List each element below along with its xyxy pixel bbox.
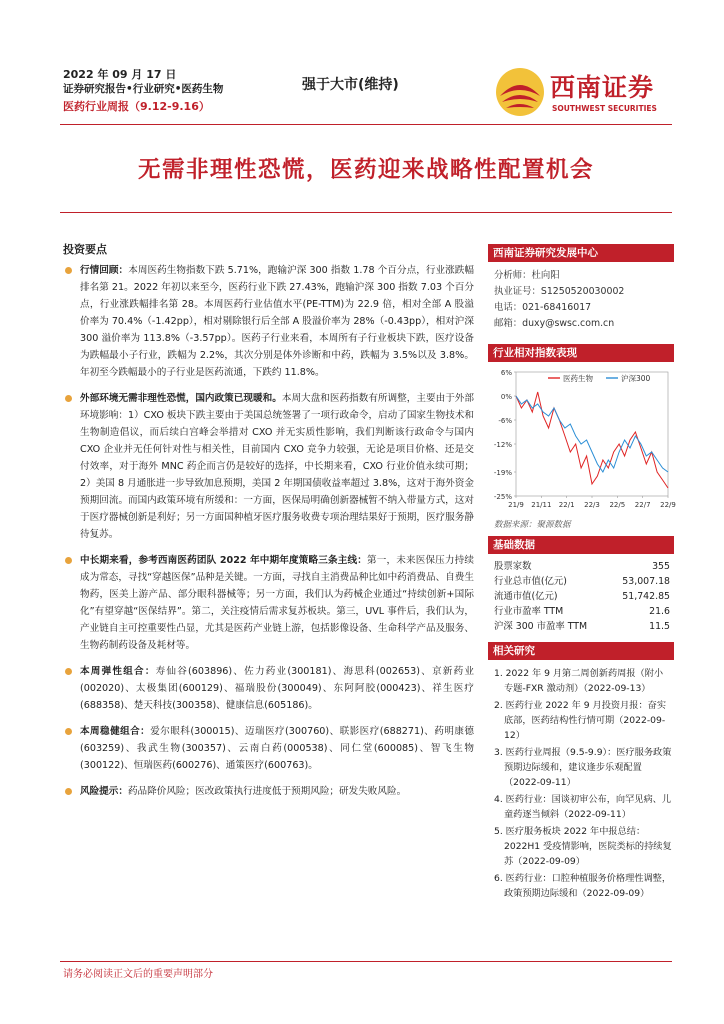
paragraph-text: 爱尔眼科(300015)、迈瑞医疗(300760)、联影医疗(688271)、药明康德(603259)、我武生物(300357)、云南白药(000538)、同仁堂(600085)、智飞生物(300122)、恒瑞医药(600276)、通策医疗(600763)。 — [80, 726, 475, 771]
page-title: 无需非理性恐慌，医药迎来战略性配置机会 — [137, 157, 594, 183]
divider-mid — [60, 212, 672, 213]
x-tick-label: 22/9 — [660, 501, 676, 509]
related-item[interactable]: 1. 2022 年 9 月第二周创新药周报（附小专题-FXR 激动剂）（2022-09-13） — [494, 668, 664, 694]
basic-key: 行业总市值(亿元) — [494, 576, 567, 587]
paragraph-text: 本周大盘和医药指数有所调整，主要由于外部环境影响：1）CXO 板块下跌主要由于美国总统签署了一项行政命令，启动了国家生物技术和生物制造倡议，而后续白宫峰会举措对 CXO 并无实质性影响，我们判断该行政命令与国内 CXO 企业并无任何针对性与相关性，目前国内 CXO 竞争力较强，无论是项目价格、还是交付效率，对于海外 MNC 药企而言仍是较好的选择，中长期来看，CXO 行业价值永续可期；2）美国 8 月通胀进一步导致加息预期，美国 2 年期国债收益率超过 3.8%，这对于海外资金预期回流。而国内政策环境有所缓和：一方面，医保局明确创新器械暂不纳入带量方式，这对于医疗器械创新是利好；另一方面国种植牙医疗服务收费专项治理结果好于预期，医疗服务静待复苏。 — [80, 393, 475, 540]
bullet-icon — [65, 557, 72, 564]
footer-disclaimer: 请务必阅读正文后的重要声明部分 — [63, 969, 213, 980]
paragraph-lead: 外部环境无需非理性恐慌，国内政策已现暖和。 — [80, 393, 282, 404]
chart-source: 数据来源：聚源数据 — [494, 520, 571, 530]
sidebar — [488, 244, 674, 903]
basic-key: 流通市值(亿元) — [494, 591, 558, 602]
y-tick-label: 6% — [500, 369, 512, 377]
legend-label: 医药生物 — [563, 374, 593, 383]
basic-key: 沪深 300 市盈率 TTM — [494, 621, 588, 632]
paragraph-text: 寿仙谷(603896)、佐力药业(300181)、海思科(002653)、京新药业(002020)、太极集团(600129)、福瑞股份(300049)、东阿阿胶(000423)、祥生医疗(688358)、楚天科技(300358)、健康信息(605186)。 — [80, 666, 475, 711]
x-tick-label: 22/5 — [609, 501, 626, 509]
legend-label: 沪深300 — [621, 374, 651, 383]
related-item[interactable]: 2. 医药行业 2022 年 9 月投资月报：奋实底部，医药结构性行情可期（2022-09-12） — [494, 700, 667, 741]
paragraph-lead: 行情回顾： — [80, 265, 129, 276]
y-tick-label: -25% — [493, 493, 512, 501]
bullet-icon — [65, 728, 72, 735]
paragraph-strategy — [63, 552, 474, 654]
x-tick-label: 22/3 — [584, 501, 600, 509]
basic-row — [488, 589, 674, 604]
basic-row — [488, 559, 674, 574]
related-item[interactable]: 3. 医药行业周报（9.5-9.9）：医疗服务政策预期边际缓和，建议逢步乐观配置（2022-09-11） — [494, 747, 672, 788]
weekly-title: 医药行业周报（9.12-9.16） — [63, 100, 210, 113]
report-type: 证券研究报告•行业研究•医药生物 — [63, 83, 224, 95]
analyst-name: 分析师：杜向阳 — [494, 270, 560, 281]
chart-header: 行业相对指数表现 — [488, 344, 674, 362]
basic-value: 53,007.18 — [622, 576, 670, 587]
bullet-icon — [65, 668, 72, 675]
basic-value: 51,742.85 — [622, 591, 670, 602]
paragraph-market-review — [63, 262, 474, 381]
rating: 强于大市(维持) — [302, 77, 399, 93]
section-heading: 投资要点 — [63, 243, 107, 256]
paragraph-lead: 中长期来看，参考西南医药团队 2022 年中期年度策略三条主线： — [80, 555, 367, 566]
relative-index-chart — [488, 362, 674, 516]
main-content — [63, 262, 474, 809]
basic-value: 355 — [652, 561, 670, 572]
bullet-icon — [65, 788, 72, 795]
related-item[interactable]: 6. 医药行业：口腔种植服务价格理性调整，政策预期边际缓和（2022-09-09） — [494, 873, 672, 899]
related-item[interactable]: 4. 医药行业：国谈初审公布，向罕见病、儿童药逐当倾斜（2022-09-11） — [494, 794, 672, 820]
paragraph-lead: 本周弹性组合： — [80, 666, 156, 677]
company-logo — [494, 66, 674, 118]
x-tick-label: 21/9 — [508, 501, 524, 509]
basic-row — [488, 574, 674, 589]
related-research-list — [488, 660, 674, 901]
x-tick-label: 22/1 — [558, 501, 575, 509]
x-tick-label: 21/11 — [531, 501, 552, 509]
analyst-phone: 电话：021-68416017 — [494, 302, 592, 313]
basic-row — [488, 604, 674, 619]
related-item[interactable]: 5. 医疗服务板块 2022 年中报总结：2022H1 受疫情影响，医院类标的持续复苏（2022-09-09） — [494, 826, 672, 867]
paragraph-lead: 风险提示： — [80, 786, 128, 797]
bullet-icon — [65, 395, 72, 402]
logo-emblem-icon — [494, 66, 546, 118]
y-tick-label: -6% — [498, 417, 512, 425]
paragraph-stable-portfolio — [63, 723, 474, 774]
paragraph-text: 第一，未来医保压力持续成为常态，寻找“穿越医保”品种是关键。一方面，寻找自主消费品种比如中药消费品、自费生物药，医美上游产品、部分眼科器械等；另一方面，我们认为药械企业通过“持续创新+国际化”有望穿越“医保结界”。第二，关注疫情后需求复苏板块。第三，UVL 事件后，我们认为，产业链自主可控重要性凸显，尤其是医药产业链上游，包括影像设备、生命科学产品及服务、生物药制药设备及耗材等。 — [80, 555, 474, 651]
divider-bottom — [60, 961, 672, 962]
y-tick-label: -19% — [493, 469, 512, 477]
report-date: 2022 年 09 月 17 日 — [63, 68, 177, 81]
related-research-header: 相关研究 — [488, 642, 674, 660]
logo-text-cn: 西南证券 — [550, 73, 655, 102]
y-tick-label: -12% — [493, 441, 512, 449]
basic-value: 21.6 — [649, 606, 670, 617]
basic-key: 股票家数 — [494, 561, 532, 572]
analyst-email[interactable]: 邮箱：duxy@swsc.com.cn — [494, 318, 615, 329]
logo-text-en: SOUTHWEST SECURITIES — [552, 104, 657, 113]
paragraph-lead: 本周稳健组合： — [80, 726, 151, 737]
chart-plot-frame — [516, 372, 668, 496]
paragraph-text: 药品降价风险；医改政策执行进度低于预期风险；研发失败风险。 — [127, 786, 407, 797]
paragraph-risk — [63, 783, 474, 800]
paragraph-environment — [63, 390, 474, 543]
basic-row — [488, 619, 674, 634]
basic-value: 11.5 — [649, 621, 670, 632]
paragraph-elastic-portfolio — [63, 663, 474, 714]
analyst-license: 执业证号：S1250520030002 — [494, 286, 625, 297]
basic-data-header: 基础数据 — [488, 536, 674, 554]
paragraph-text: 本周医药生物指数下跌 5.71%，跑输沪深 300 指数 1.78 个百分点，行业涨跌幅排名第 21。2022 年初以来至今，医药行业下跌 27.43%，跑输沪深 300 指数 7.03 个百分点，行业涨跌幅排名第 28。本周医药行业估值水平(PE-TTM)为 22.9 倍，相对全部 A 股溢价率为 70.4%（-1.42pp），相对剔除银行后全部 A 股溢价率为 28%（-0.43pp），相对沪深 300 溢价率为 113.8%（-3.57pp）。医药子行业来看，本周所有子行业板块下跌，医疗设备为跌幅最小子行业，跌幅为 2.2%，其次分别是体外诊断和中药，跌幅为 3.5%以及 3.8%。年初至今跌幅最小的子行业是医药流通，下跌约 11.8%。 — [80, 265, 474, 378]
y-tick-label: 0% — [500, 393, 512, 401]
bullet-icon — [65, 267, 72, 274]
x-tick-label: 22/7 — [634, 501, 651, 509]
institute-header: 西南证券研究发展中心 — [488, 244, 674, 262]
divider-top — [60, 124, 672, 125]
basic-data-table — [488, 554, 674, 634]
chart-svg — [488, 362, 674, 516]
analyst-info — [488, 262, 674, 336]
basic-key: 行业市盈率 TTM — [494, 606, 564, 617]
